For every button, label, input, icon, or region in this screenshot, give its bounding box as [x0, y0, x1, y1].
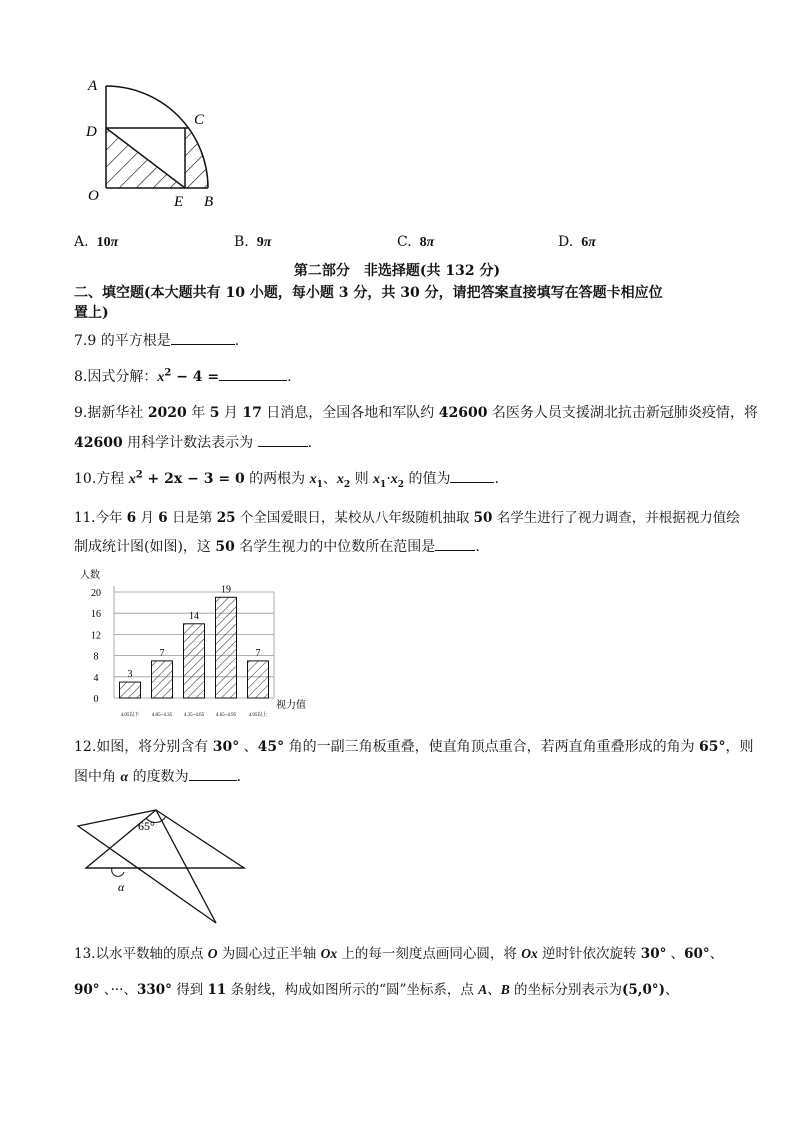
question-13-line2: 90° 、···、330° 得到 11 条射线，构成如图所示的“圆”坐标系，点 A、B 的坐标分别表示为(5,0°)、 [74, 982, 679, 998]
label-d: D [86, 124, 97, 140]
section2-line1: 二、填空题(本大题共有 10 小题，每小题 3 分，共 30 分，请把答案直接填写在答题卡相应位 [74, 285, 663, 301]
label-c: C [194, 112, 205, 128]
option-b[interactable]: B. 9π [234, 234, 272, 250]
question-12-line1: 12.如图，将分别含有 30° 、45° 角的一副三角板重叠，使直角顶点重合，若两直角重叠形成的角为 65°，则 [74, 739, 754, 755]
y-tick-label: 16 [91, 609, 101, 621]
bar-2 [184, 624, 205, 698]
bar-value-label: 3 [127, 669, 133, 681]
y-tick-label: 12 [91, 630, 101, 642]
section2-line2: 置上) [74, 305, 109, 321]
part-title: 第二部分 非选择题(共 132 分) [293, 263, 501, 279]
shaded-segment [185, 128, 208, 188]
label-a: A [88, 78, 98, 94]
angle-65-label: 65° [138, 819, 155, 833]
question-11-line2: 制成统计图(如图)，这 50 名学生视力的中位数所在范围是 . [74, 539, 480, 555]
bar-value-label: 7 [159, 647, 165, 659]
question-7: 7.9 的平方根是 . [74, 333, 240, 349]
y-tick-label: 8 [93, 651, 99, 663]
angle-alpha-arc [112, 868, 124, 876]
answer-blank[interactable] [450, 470, 494, 483]
bar-1 [152, 661, 173, 698]
y-tick-label: 4 [93, 672, 99, 684]
answer-blank[interactable] [189, 768, 237, 781]
question-13-line1: 13.以水平数轴的原点 O 为圆心过正半轴 Ox 上的每一刻度点画同心圆，将 Ox 逆时针依次旋转 30° 、60°、 [74, 946, 724, 962]
vision-bar-chart [74, 565, 324, 720]
question-9-line1: 9.据新华社 2020 年 5 月 17 日消息，全国各地和军队约 42600 名医务人员支援湖北抗击新冠肺炎疫情，将 [74, 405, 758, 421]
angle-alpha-label: α [118, 880, 125, 894]
y-tick-label: 20 [91, 588, 101, 599]
quarter-circle-figure [80, 74, 230, 214]
x-axis-label: 视力值 [276, 700, 306, 711]
x-tick-label: 4.65~4.95 [215, 713, 237, 718]
answer-blank[interactable] [219, 368, 287, 381]
x-tick-label: 4.95以上 [248, 713, 268, 718]
x-tick-label: 4.05~4.35 [151, 713, 173, 718]
option-a[interactable]: A. 10π [74, 234, 119, 250]
label-o: O [88, 188, 99, 204]
bar-4 [248, 661, 269, 698]
question-10: 10.方程 $x^2 + 2x - 3 = 0$ 的两根为 $x_1$、$x_2$ 则 $x_1\cdot x_2$ 的值为 . [74, 469, 499, 490]
answer-blank[interactable] [435, 538, 475, 551]
question-12-line2: 图中角 α 的度数为 . [74, 769, 242, 785]
x-tick-label: 4.35~4.65 [183, 713, 205, 718]
y-tick-label: 0 [93, 694, 99, 705]
option-c[interactable]: C. 8π [397, 234, 435, 250]
bar-value-label: 14 [189, 610, 199, 622]
question-9-line2: 42600 用科学计数法表示为 . [74, 435, 313, 451]
triangles-figure [74, 800, 254, 930]
y-axis-label: 人数 [80, 570, 100, 581]
answer-blank[interactable] [258, 434, 308, 447]
question-8: 8.因式分解：$x^2 - 4$ = . [74, 367, 292, 385]
answer-blank[interactable] [171, 332, 235, 345]
label-e: E [174, 194, 184, 210]
bar-value-label: 7 [255, 647, 261, 659]
bar-value-label: 19 [221, 584, 231, 596]
bar-0 [120, 682, 141, 698]
label-b: B [204, 194, 214, 210]
question-11-line1: 11.今年 6 月 6 日是第 25 个全国爱眼日，某校从八年级随机抽取 50 名学生进行了视力调查，并根据视力值绘 [74, 510, 740, 526]
x-tick-label: 4.05以下 [120, 713, 140, 718]
option-d[interactable]: D. 6π [558, 234, 596, 250]
bar-3 [216, 597, 237, 698]
triangle-45 [86, 810, 244, 868]
